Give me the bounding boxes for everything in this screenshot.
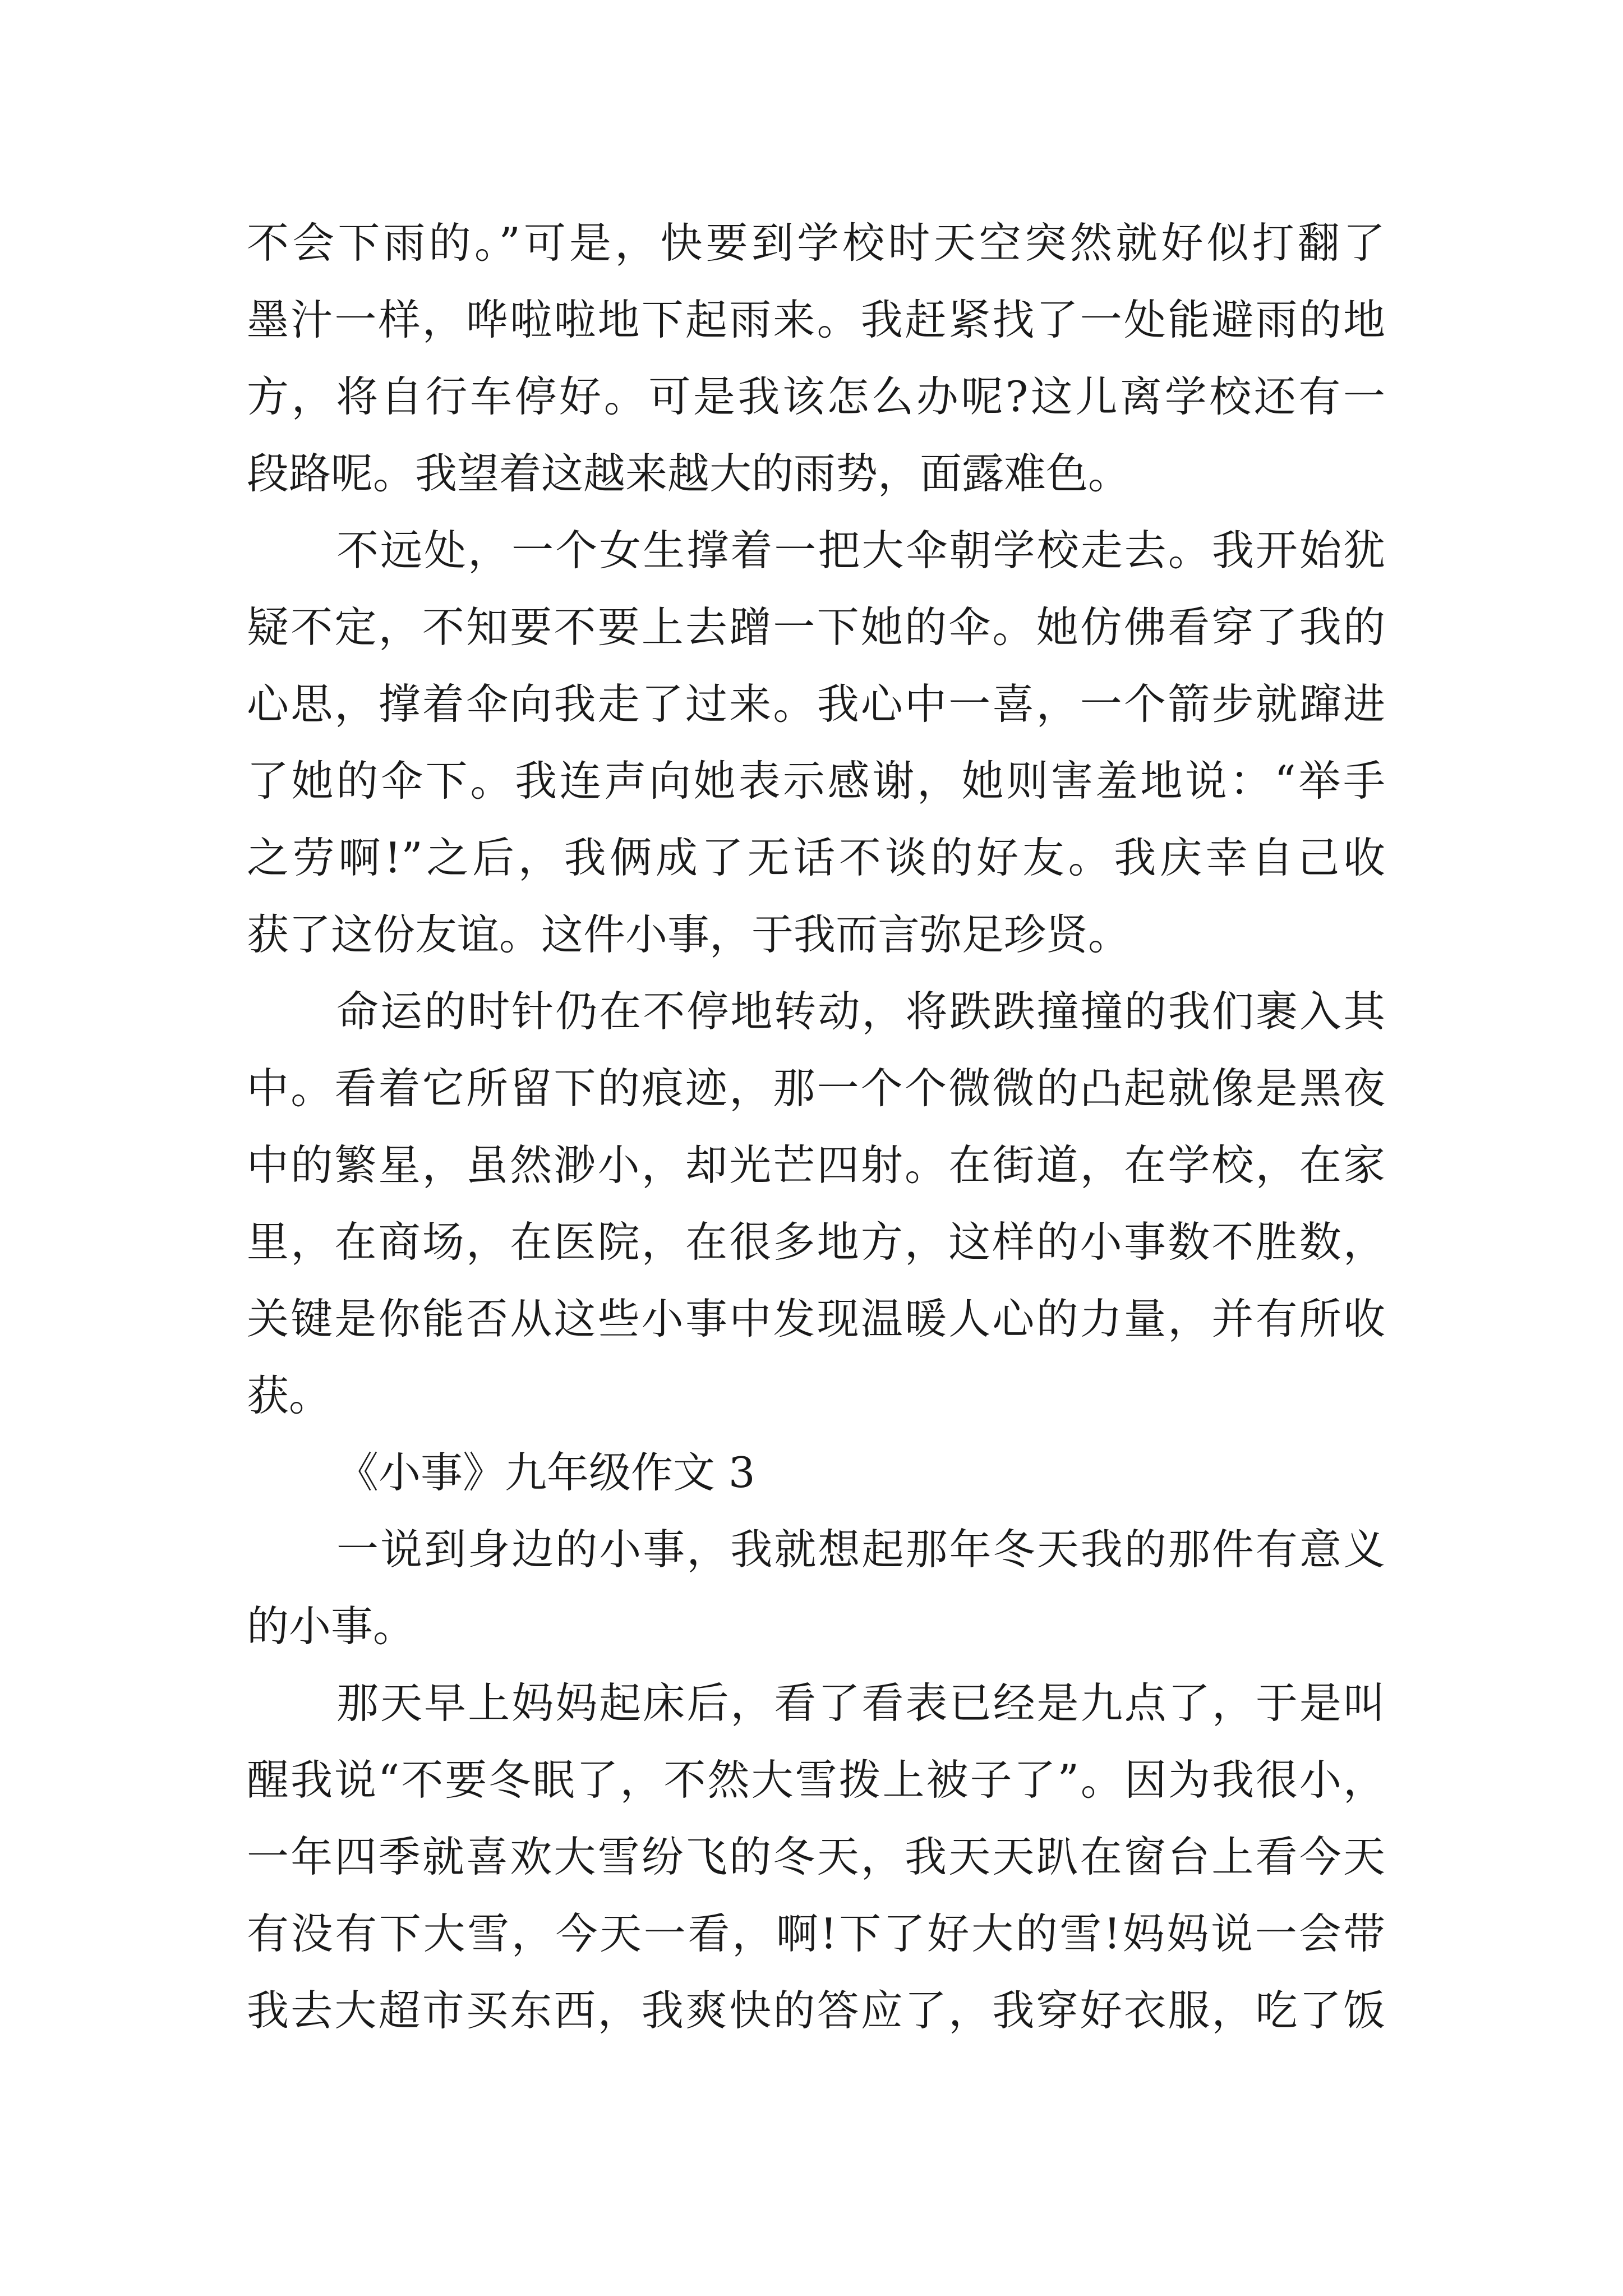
text-line: 了她的伞下。我连声向她表示感谢，她则害羞地说：“举手 bbox=[247, 756, 1385, 806]
text-line: 心思，撑着伞向我走了过来。我心中一喜，一个箭步就蹿进 bbox=[247, 679, 1385, 729]
text-line: 的小事。 bbox=[247, 1602, 416, 1651]
text-line: 段路呢。我望着这越来越大的雨势，面露难色。 bbox=[247, 449, 1131, 498]
text-line: 我去大超市买东西，我爽快的答应了，我穿好衣服，吃了饭 bbox=[247, 1986, 1385, 2035]
text-line: 里，在商场，在医院，在很多地方，这样的小事数不胜数， bbox=[247, 1217, 1385, 1267]
text-line: 一年四季就喜欢大雪纷飞的冬天，我天天趴在窗台上看今天 bbox=[247, 1832, 1385, 1881]
text-line: 有没有下大雪，今天一看，啊!下了好大的雪!妈妈说一会带 bbox=[247, 1909, 1385, 1958]
section-heading: 《小事》九年级作文 3 bbox=[336, 1448, 755, 1497]
text-line: 方，将自行车停好。可是我该怎么办呢?这儿离学校还有一 bbox=[247, 372, 1385, 421]
text-line: 中。看着它所留下的痕迹，那一个个微微的凸起就像是黑夜 bbox=[247, 1064, 1385, 1113]
text-line: 之劳啊!”之后，我俩成了无话不谈的好友。我庆幸自己收 bbox=[247, 833, 1385, 882]
text-line: 醒我说“不要冬眠了，不然大雪拨上被子了”。因为我很小， bbox=[247, 1755, 1385, 1805]
paragraph-first-line: 一说到身边的小事，我就想起那年冬天我的那件有意义 bbox=[336, 1525, 1385, 1574]
text-line: 关键是你能否从这些小事中发现温暖人心的力量，并有所收 bbox=[247, 1294, 1385, 1343]
text-line: 中的繁星，虽然渺小，却光芒四射。在街道，在学校，在家 bbox=[247, 1140, 1385, 1190]
text-line: 墨汁一样，哗啦啦地下起雨来。我赶紧找了一处能避雨的地 bbox=[247, 295, 1385, 344]
text-line: 疑不定，不知要不要上去蹭一下她的伞。她仿佛看穿了我的 bbox=[247, 602, 1385, 652]
text-line: 获。 bbox=[247, 1371, 331, 1420]
paragraph-first-line: 命运的时针仍在不停地转动，将跌跌撞撞的我们裹入其 bbox=[336, 987, 1385, 1036]
paragraph-first-line: 那天早上妈妈起床后，看了看表已经是九点了，于是叫 bbox=[336, 1678, 1385, 1728]
paragraph-first-line: 不远处，一个女生撑着一把大伞朝学校走去。我开始犹 bbox=[336, 526, 1385, 575]
text-line: 不会下雨的。”可是，快要到学校时天空突然就好似打翻了 bbox=[247, 218, 1385, 268]
text-line: 获了这份友谊。这件小事，于我而言弥足珍贤。 bbox=[247, 910, 1131, 959]
